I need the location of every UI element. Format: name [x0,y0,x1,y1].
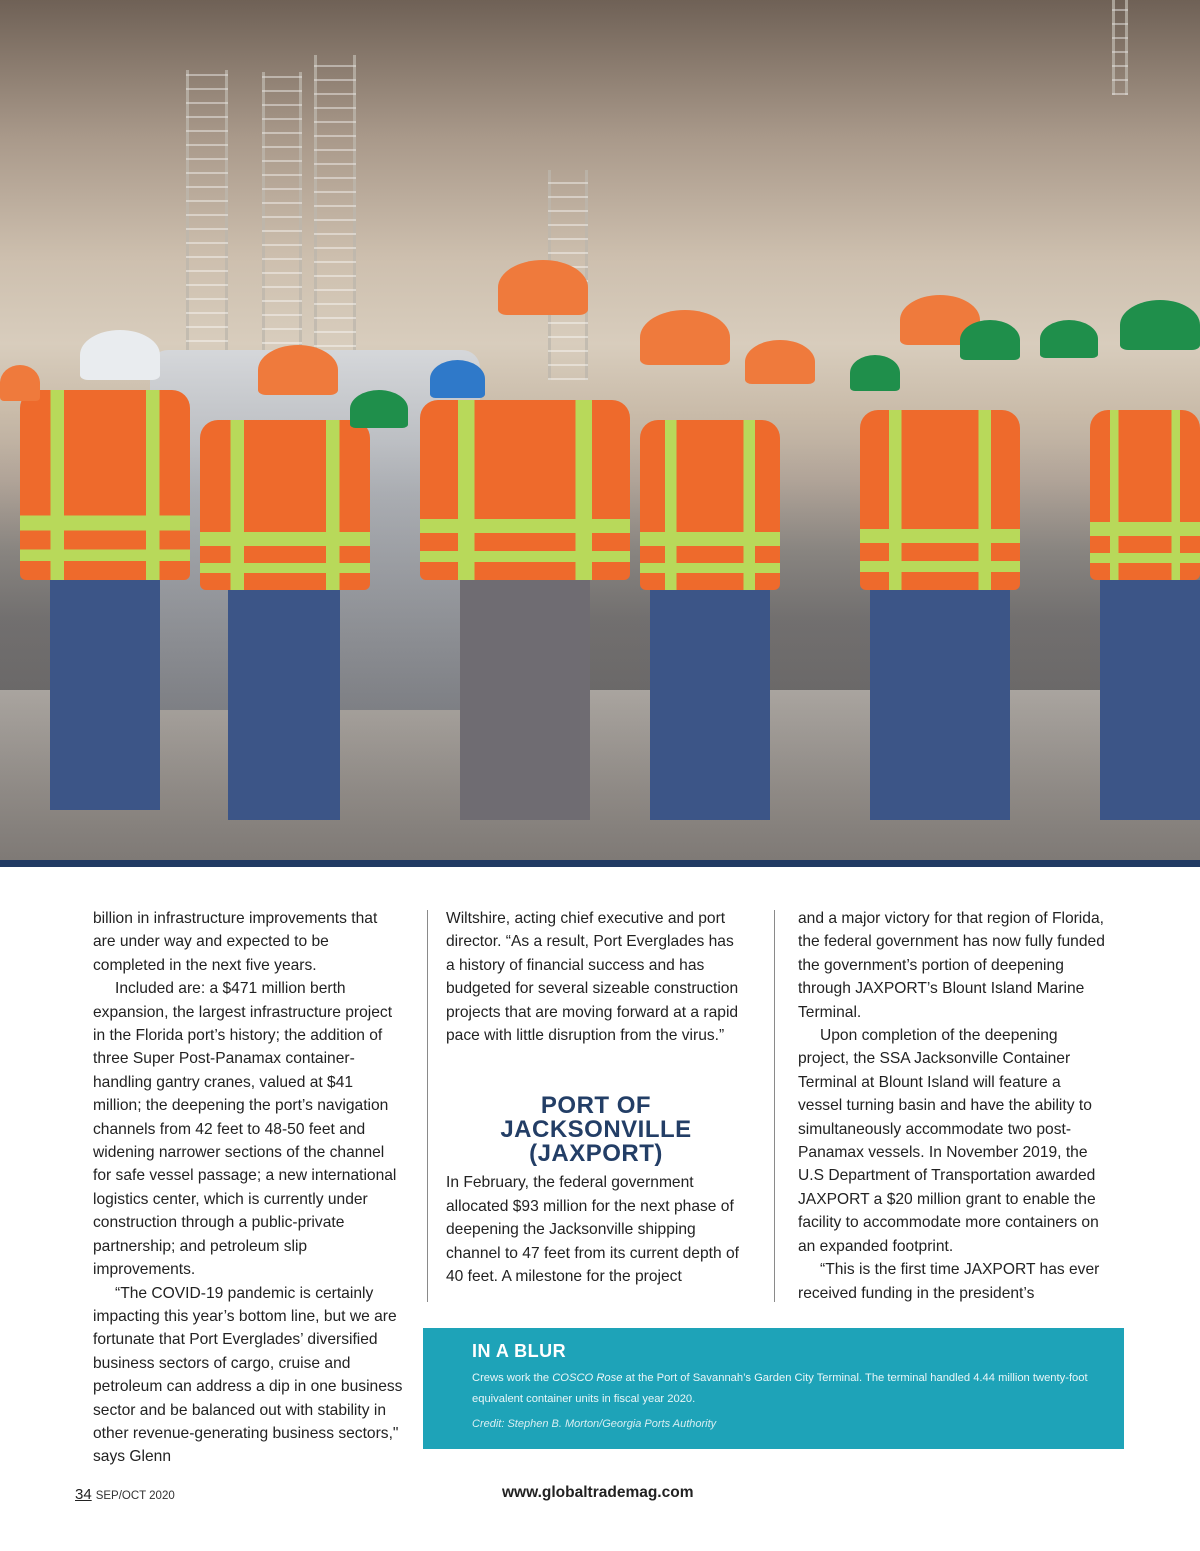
worker-figure [1090,410,1200,820]
photo-caption-box [423,1328,1124,1449]
hard-hat [640,310,730,365]
drilling-rig-tower [314,55,356,375]
article-paragraph: “The COVID-19 pandemic is certainly impacting this year’s bottom line, but we are fortunate that Port Everglades’ diversified business sectors of cargo, cruise and petroleum can address a dip in one business sector and be balanced out with stability in other revenue-generating business sectors," says Glenn [93,1284,403,1466]
jeans [650,590,770,820]
column-divider [427,910,428,1302]
hard-hat [498,260,588,315]
hard-hat [80,330,160,380]
article-column-1 [93,907,403,1469]
article-column-2 [446,907,746,1288]
caption-text: at the Port of Savannah’s Garden City Terminal. The terminal handled 4.44 million twenty-foot equivalent container units in fiscal year 2020. [472,1372,1088,1405]
jeans [870,590,1010,820]
article-paragraph: Included are: a $471 million berth expansion, the largest infrastructure project in the Florida port’s history; the addition of three Super Post-Panamax container-handling gantry cranes, valued at $41 million; the deepening the port’s navigation channels from 42 feet to 48-50 feet and widening narrower sections of the channel for safe vessel passage; a new international logistics center, which is currently under construction through a public-private partnership; and petroleum slip improvements. [93,980,397,1279]
jeans [1100,580,1200,820]
hard-hat [430,360,485,398]
issue-date: SEP/OCT 2020 [95,1490,175,1502]
safety-vest [200,420,370,590]
safety-vest [20,390,190,580]
worker-figure [200,420,370,820]
crowd-of-workers [0,440,1200,860]
hard-hat [850,355,900,391]
safety-vest [420,400,630,580]
worker-figure [420,400,630,820]
section-subhead: PORT OF JACKSONVILLE (JAXPORT) [500,1092,692,1168]
drilling-rig-tower [186,70,228,370]
worker-figure [640,420,780,820]
page-folio [75,1486,175,1503]
article-paragraph: Upon completion of the deepening project, the SSA Jacksonville Container Terminal at Blount Island will feature a vessel turning basin and have the ability to simultaneously accommodate two post-Panamax vessels. In November 2019, the U.S Department of Transportation awarded JAXPORT a $20 million grant to enable the facility to accommodate more containers on an expanded footprint. [798,1027,1099,1255]
website-url: www.globaltrademag.com [502,1484,694,1501]
article-paragraph: In February, the federal government allocated $93 million for the next phase of deepening the Jacksonville shipping channel to 47 feet from its current depth of 40 feet. A milestone for the project [446,1174,739,1286]
article-column-3 [798,907,1108,1305]
drilling-rig-tower [262,72,302,372]
article-paragraph: billion in infrastructure improvements that are under way and expected to be completed in the next five years. [93,910,378,974]
gray-pants [460,580,590,820]
hard-hat [0,365,40,401]
safety-vest [860,410,1020,590]
jeans [228,590,340,820]
article-paragraph: and a major victory for that region of Florida, the federal government has now fully funded the government’s portion of deepening through JAXPORT’s Blount Island Marine Terminal. [798,910,1105,1021]
caption-body [472,1368,1104,1410]
hard-hat [1040,320,1098,358]
worker-figure [860,410,1020,820]
hard-hat [960,320,1020,360]
jeans [50,580,160,810]
hard-hat [745,340,815,384]
column-divider [774,910,775,1302]
photo-credit: Credit: Stephen B. Morton/Georgia Ports Authority [472,1418,717,1430]
page-number: 34 [75,1486,92,1503]
caption-title: IN A BLUR [472,1341,567,1361]
crane-hook [1112,0,1128,95]
safety-vest [1090,410,1200,580]
vessel-name: COSCO Rose [552,1372,623,1384]
safety-vest [640,420,780,590]
article-paragraph: Wiltshire, acting chief executive and port director. “As a result, Port Everglades has a history of financial success and has budgeted for several sizeable construction projects that are moving forward at a rapid pace with little disruption from the virus.” [446,910,739,1045]
hard-hat [258,345,338,395]
hero-bottom-rule [0,860,1200,867]
hard-hat [1120,300,1200,350]
worker-figure [20,390,190,810]
caption-text: Crews work the [472,1372,553,1384]
hard-hat [350,390,408,428]
article-paragraph: “This is the first time JAXPORT has ever received funding in the president’s [798,1261,1100,1302]
